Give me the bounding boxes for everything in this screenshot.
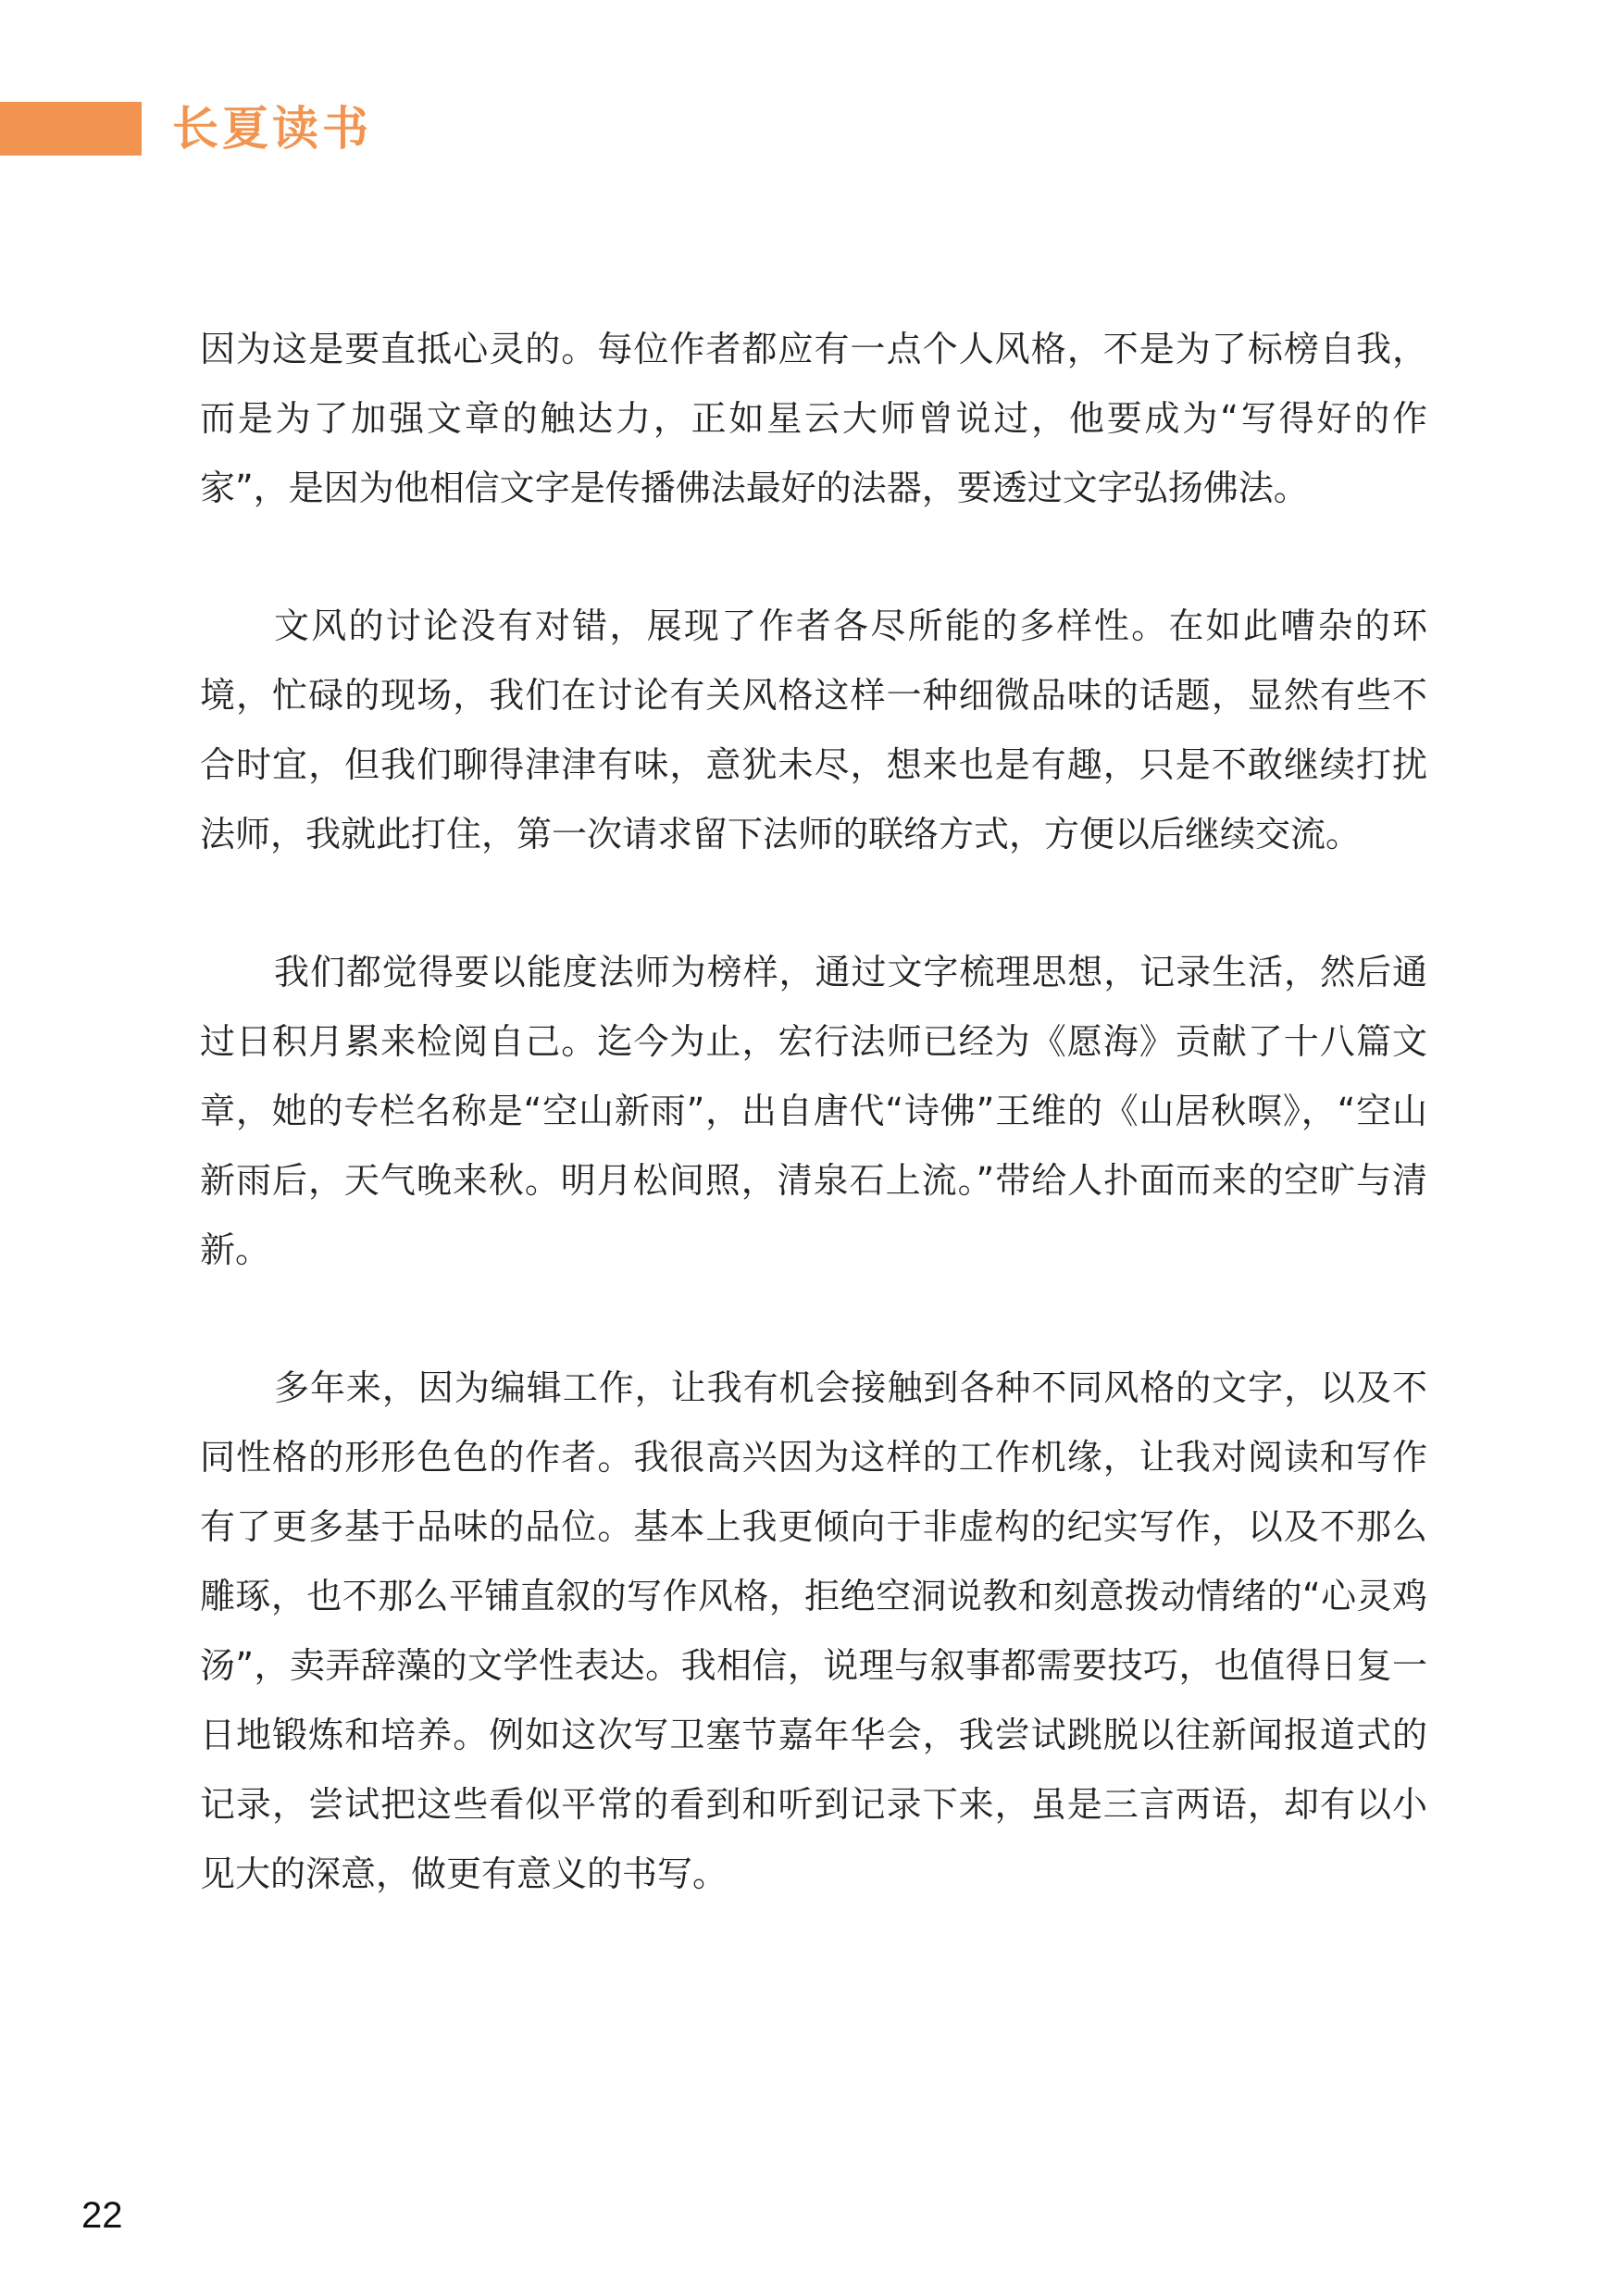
page-number: 22 <box>81 2195 123 2236</box>
paragraph-4: 多年来，因为编辑工作，让我有机会接触到各种不同风格的文字，以及不同性格的形形色色的作者。我很高兴因为这样的工作机缘，让我对阅读和写作有了更多基于品味的品位。基本上我更倾向于非虚构的纪实写作，以及不那么雕琢，也不那么平铺直叙的写作风格，拒绝空洞说教和刻意拨动情绪的“心灵鸡汤”，卖弄辞藻的文学性表达。我相信，说理与叙事都需要技巧，也值得日复一日地锻炼和培养。例如这次写卫塞节嘉年华会，我尝试跳脱以往新闻报道式的记录，尝试把这些看似平常的看到和听到记录下来，虽是三言两语，却有以小见大的深意，做更有意义的书写。 <box>200 1367 1427 1894</box>
header-accent-bar <box>0 102 142 156</box>
article-body <box>200 315 1427 1978</box>
paragraph-3: 我们都觉得要以能度法师为榜样，通过文字梳理思想，记录生活，然后通过日积月累来检阅自己。迄今为止，宏行法师已经为《愿海》贡献了十八篇文章，她的专栏名称是“空山新雨”，出自唐代“诗佛”王维的《山居秋暝》，“空山新雨后，天气晚来秋。明月松间照，清泉石上流。”带给人扑面而来的空旷与清新。 <box>200 952 1427 1270</box>
paragraph-1: 因为这是要直抵心灵的。每位作者都应有一点个人风格，不是为了标榜自我，而是为了加强文章的触达力，正如星云大师曾说过，他要成为“写得好的作家”，是因为他相信文字是传播佛法最好的法器，要透过文字弘扬佛法。 <box>200 329 1427 508</box>
paragraph-2: 文风的讨论没有对错，展现了作者各尽所能的多样性。在如此嘈杂的环境，忙碌的现场，我们在讨论有关风格这样一种细微品味的话题，显然有些不合时宜，但我们聊得津津有味，意犹未尽，想来也是有趣，只是不敢继续打扰法师，我就此打住，第一次请求留下法师的联络方式，方便以后继续交流。 <box>200 605 1427 855</box>
section-title: 长夏读书 <box>172 102 372 156</box>
